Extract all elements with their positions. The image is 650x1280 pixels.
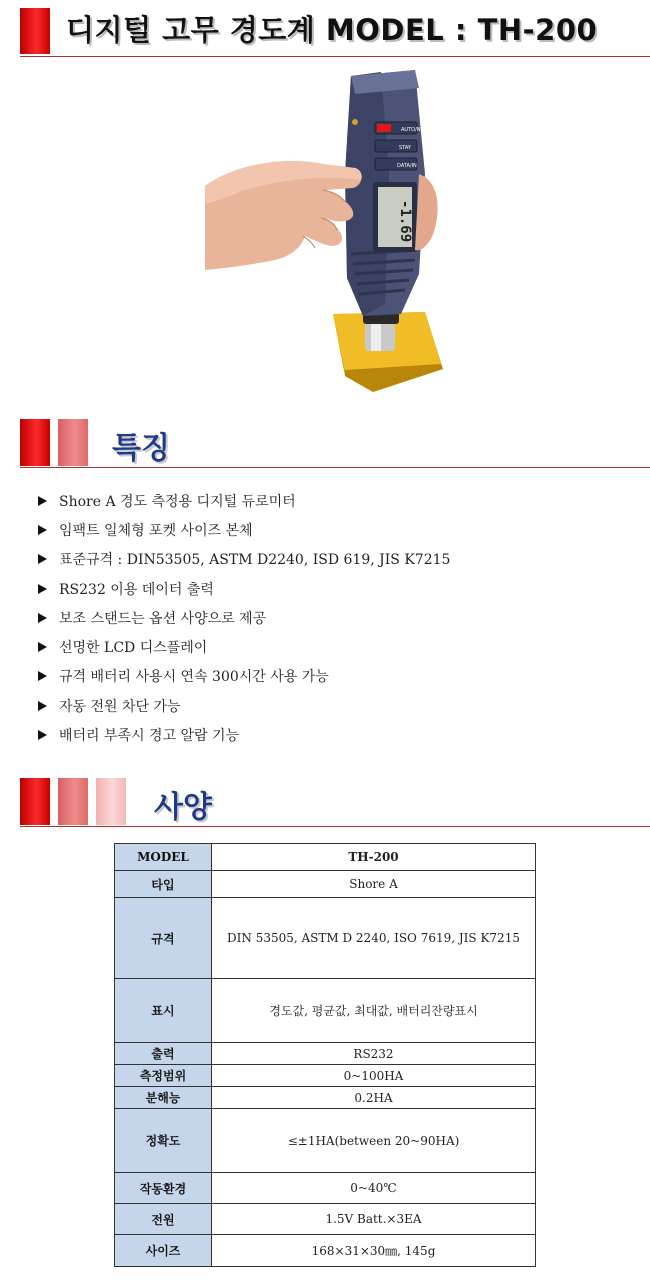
triangle-bullet-icon xyxy=(38,584,47,594)
section-marker xyxy=(20,419,50,466)
triangle-bullet-icon xyxy=(38,701,47,711)
triangle-bullet-icon xyxy=(38,730,47,740)
table-row xyxy=(115,1235,536,1267)
spec-key: 타입 xyxy=(115,871,212,898)
section-marker xyxy=(58,419,88,466)
spec-value: RS232 xyxy=(212,1043,536,1065)
section-marker xyxy=(96,778,126,825)
spec-value: 1.5V Batt.×3EA xyxy=(212,1204,536,1235)
triangle-bullet-icon xyxy=(38,642,47,652)
table-row xyxy=(115,1065,536,1087)
list-item: 선명한 LCD 디스플레이 xyxy=(36,632,450,661)
table-row xyxy=(115,1087,536,1109)
list-item: 임팩트 일체형 포켓 사이즈 본체 xyxy=(36,515,450,544)
table-row xyxy=(115,1204,536,1235)
table-row xyxy=(115,1173,536,1204)
features-section-header xyxy=(20,419,650,468)
spec-value: 0~100HA xyxy=(212,1065,536,1087)
device-button-label: STAY xyxy=(399,145,411,151)
spec-value: 0~40℃ xyxy=(212,1173,536,1204)
spec-title: 사양 xyxy=(154,790,212,825)
lcd-readout: -1.69 xyxy=(397,200,413,243)
triangle-bullet-icon xyxy=(38,525,47,535)
spec-value: 경도값, 평균값, 최대값, 배터리잔량표시 xyxy=(212,979,536,1043)
spec-key: MODEL xyxy=(115,844,212,871)
spec-value: DIN 53505, ASTM D 2240, ISO 7619, JIS K7215 xyxy=(212,898,536,979)
device-button-label: DATA/IN xyxy=(397,163,417,169)
spec-value: TH-200 xyxy=(212,844,536,871)
list-item: 표준규격 : DIN53505, ASTM D2240, ISD 619, JIS K7215 xyxy=(36,545,450,574)
table-row xyxy=(115,871,536,898)
product-image xyxy=(205,64,445,394)
page-header xyxy=(20,6,650,57)
triangle-bullet-icon xyxy=(38,554,47,564)
spec-value: Shore A xyxy=(212,871,536,898)
list-item: RS232 이용 데이터 출력 xyxy=(36,574,450,603)
features-title: 특징 xyxy=(112,431,170,466)
spec-key: 사이즈 xyxy=(115,1235,212,1267)
triangle-bullet-icon xyxy=(38,671,47,681)
spec-table xyxy=(114,843,536,1267)
list-item: 규격 배터리 사용시 연속 300시간 사용 가능 xyxy=(36,662,450,691)
features-list xyxy=(36,486,450,750)
page-title: 디지털 고무 경도계 MODEL : TH-200 xyxy=(66,13,598,47)
spec-key: 전원 xyxy=(115,1204,212,1235)
header-red-block xyxy=(20,8,50,54)
table-row xyxy=(115,1109,536,1173)
section-marker xyxy=(58,778,88,825)
spec-value: 0.2HA xyxy=(212,1087,536,1109)
table-row xyxy=(115,844,536,871)
spec-key: 작동환경 xyxy=(115,1173,212,1204)
triangle-bullet-icon xyxy=(38,496,47,506)
spec-value: ≤±1HA(between 20~90HA) xyxy=(212,1109,536,1173)
section-marker xyxy=(20,778,50,825)
list-item: Shore A 경도 측정용 디지털 듀로미터 xyxy=(36,486,450,515)
table-row xyxy=(115,1043,536,1065)
list-item: 자동 전원 차단 가능 xyxy=(36,691,450,720)
spec-key: 분해능 xyxy=(115,1087,212,1109)
spec-key: 출력 xyxy=(115,1043,212,1065)
spec-key: 정확도 xyxy=(115,1109,212,1173)
list-item: 배터리 부족시 경고 알람 기능 xyxy=(36,720,450,749)
spec-section-header xyxy=(20,778,650,827)
table-row xyxy=(115,979,536,1043)
spec-value: 168×31×30㎜, 145g xyxy=(212,1235,536,1267)
spec-key: 측정범위 xyxy=(115,1065,212,1087)
spec-key: 규격 xyxy=(115,898,212,979)
triangle-bullet-icon xyxy=(38,613,47,623)
table-row xyxy=(115,898,536,979)
device-button-label: AUTO/NO xyxy=(401,127,425,133)
list-item: 보조 스탠드는 옵션 사양으로 제공 xyxy=(36,603,450,632)
spec-key: 표시 xyxy=(115,979,212,1043)
